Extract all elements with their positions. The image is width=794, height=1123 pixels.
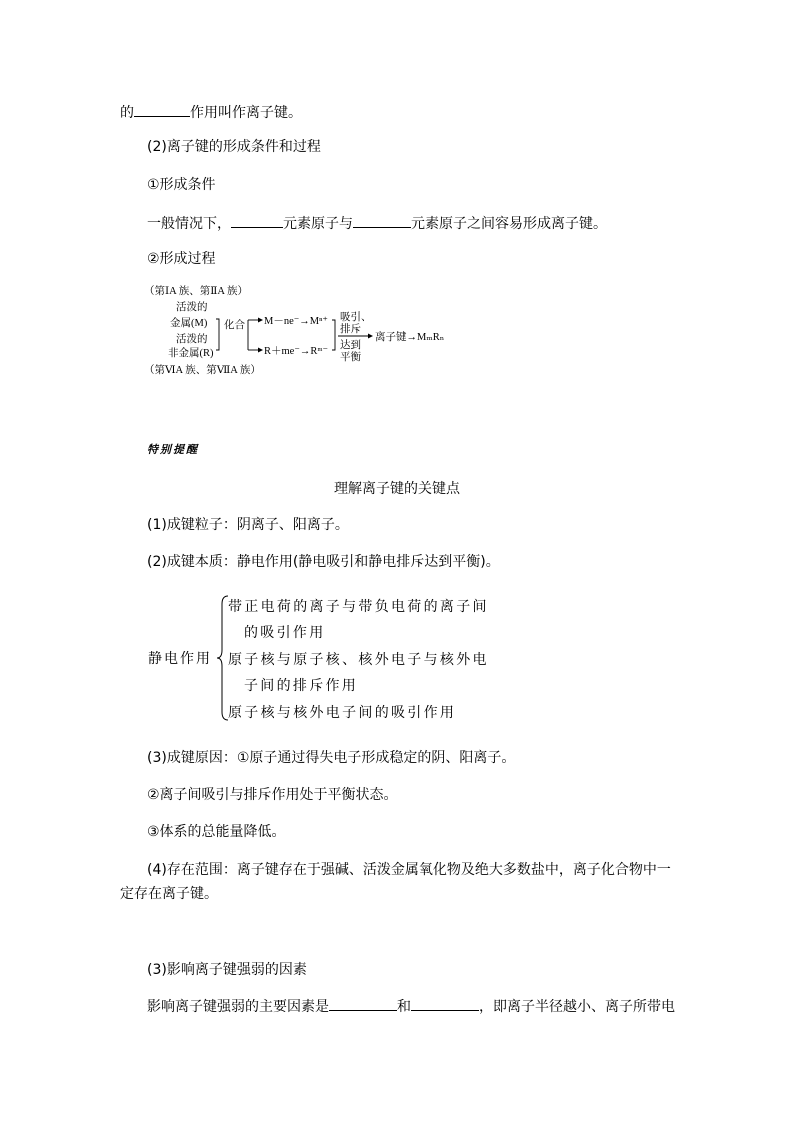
result-label: 离子键→MₘRₙ	[375, 332, 445, 343]
text-fragment: 元素原子之间容易形成离子键。	[411, 216, 607, 232]
metal-label: 金属(M)	[170, 318, 208, 329]
text-fragment: 元素原子与	[283, 216, 353, 232]
electrostatic-item: 原子核与核外电子间的吸引作用	[228, 705, 457, 721]
text-fragment: 和	[397, 999, 411, 1015]
combine-label: 化合	[224, 320, 245, 331]
point-3c: ③体系的总能量降低。	[147, 824, 286, 840]
text-fragment: 一般情况下，	[147, 216, 231, 232]
repel-label: 排斥	[340, 324, 361, 335]
arrowhead	[258, 318, 263, 323]
text-fragment: 的	[120, 105, 134, 121]
balance-label: 平衡	[340, 352, 361, 363]
point-3b: ②离子间吸引与排斥作用处于平衡状态。	[147, 787, 398, 803]
arrowhead	[258, 348, 263, 353]
text-line	[147, 995, 675, 1017]
point-3: (3)成键原因：①原子通过得失电子形成稳定的阴、阳离子。	[147, 750, 516, 766]
point-1: (1)成键粒子：阴离子、阳离子。	[147, 517, 349, 533]
equation-nonmetal: R＋me⁻→Rᵐ⁻	[264, 346, 329, 357]
section-title: 理解离子键的关键点	[334, 481, 460, 497]
reach-label: 达到	[340, 340, 361, 351]
attract-label: 吸引、	[340, 312, 372, 323]
arrowhead	[368, 334, 373, 339]
text-line	[120, 101, 302, 123]
text-fragment: 作用叫作离子键。	[190, 105, 302, 121]
active-label-2: 活泼的	[176, 334, 208, 345]
fill-blank[interactable]	[329, 995, 397, 1011]
electrostatic-item: 带正电荷的离子与带负电荷的离子间	[228, 599, 489, 615]
subheading: (3)影响离子键强弱的因素	[147, 962, 307, 978]
text-fragment: ，即离子半径越小、离子所带电	[479, 999, 675, 1015]
text-fragment: 影响离子键强弱的主要因素是	[147, 999, 329, 1015]
group-label-top: （第ⅠA 族、第ⅡA 族）	[144, 286, 249, 297]
ion-formation-diagram	[140, 282, 480, 382]
electrostatic-item: 的吸引作用	[244, 625, 326, 641]
nonmetal-label: 非金属(R)	[168, 348, 214, 359]
bracket-right	[332, 320, 335, 350]
electrostatic-item: 原子核与原子核、核外电子与核外电	[228, 652, 489, 668]
tip-label: 特别提醒	[147, 443, 199, 456]
active-label-1: 活泼的	[176, 302, 208, 313]
fill-blank[interactable]	[134, 101, 190, 117]
subheading: (2)离子键的形成条件和过程	[147, 139, 321, 155]
fill-blank[interactable]	[231, 212, 283, 228]
point-4-line2: 定存在离子键。	[120, 886, 218, 902]
point-4-line1: (4)存在范围：离子键存在于强碱、活泼金属氧化物及绝大多数盐中，离子化合物中一	[147, 862, 671, 878]
text-line	[147, 212, 607, 234]
fill-blank[interactable]	[353, 212, 411, 228]
bracket-left	[216, 319, 219, 350]
electrostatic-item: 子间的排斥作用	[244, 678, 359, 694]
equation-metal: M－ne⁻→Mⁿ⁺	[264, 316, 328, 327]
subheading: ②形成过程	[147, 251, 216, 267]
subheading: ①形成条件	[147, 177, 216, 193]
group-label-bottom: （第ⅥA 族、第ⅦA 族）	[144, 365, 261, 376]
point-2: (2)成键本质：静电作用(静电吸引和静电排斥达到平衡)。	[147, 554, 500, 570]
fill-blank[interactable]	[411, 995, 479, 1011]
electrostatic-label: 静电作用	[148, 651, 212, 667]
electrostatic-block	[148, 592, 568, 724]
